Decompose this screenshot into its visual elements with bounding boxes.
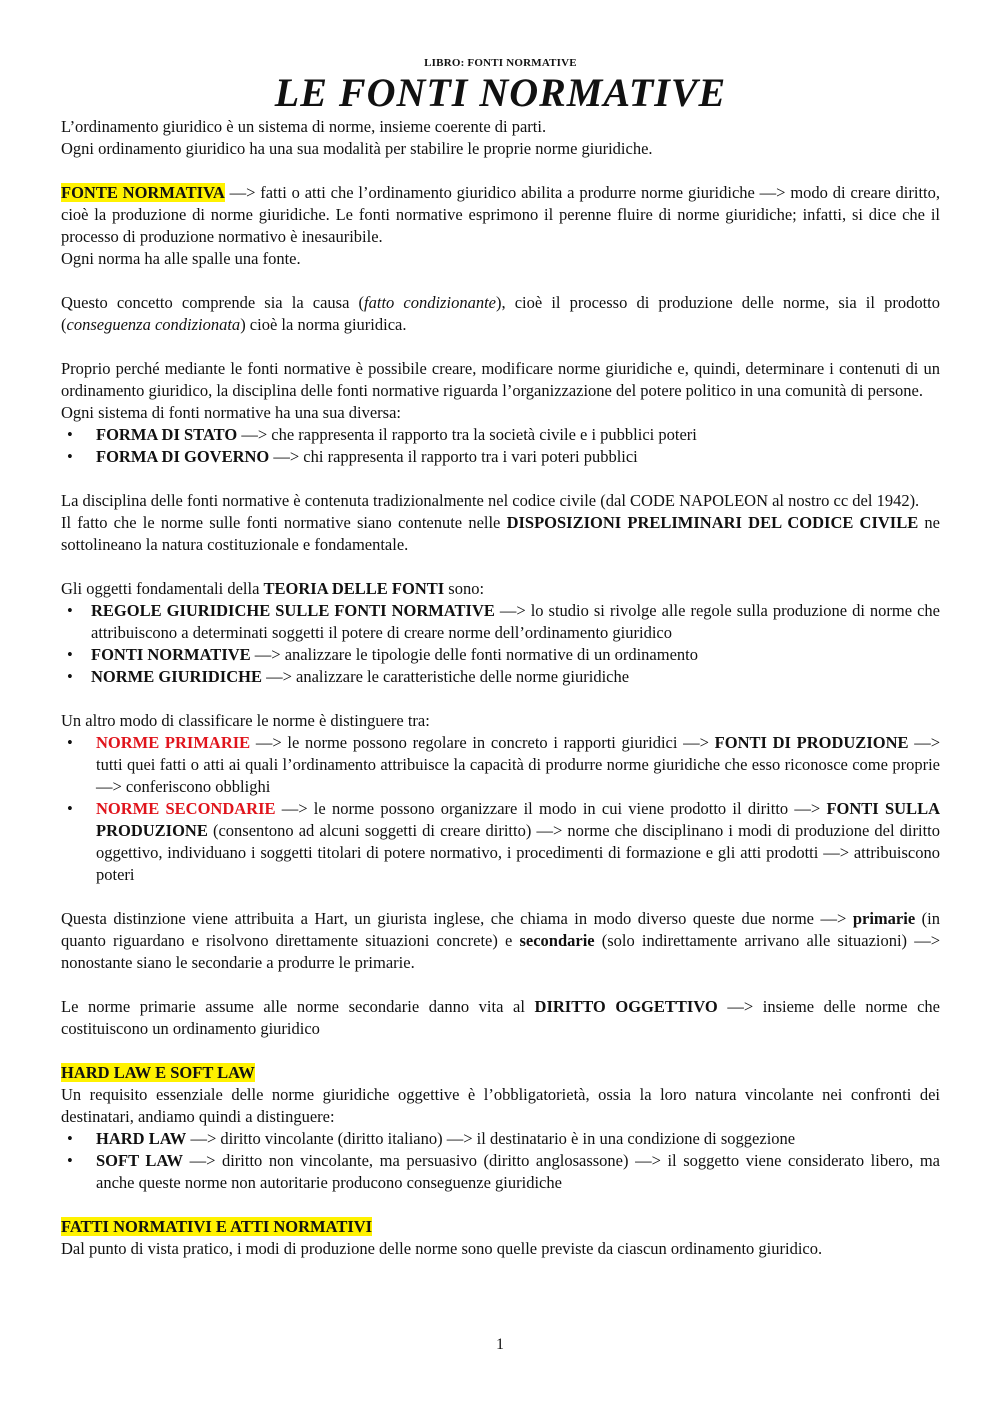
- hardsoft-heading: HARD LAW E SOFT LAW: [61, 1063, 255, 1082]
- disposizioni-bold: DISPOSIZIONI PRELIMINARI DEL CODICE CIVILE: [506, 513, 919, 532]
- oggettivo-bold: DIRITTO OGGETTIVO: [534, 997, 718, 1016]
- page-number: 1: [496, 1336, 504, 1353]
- hardsoft-paragraph: Un requisito essenziale delle norme giuridiche oggettive è l’obbligatorietà, ossia la loro natura vincolante nei confronti dei destinatari, andiamo quindi a distinguere:: [61, 1085, 940, 1126]
- fonte-paragraph: [61, 182, 940, 248]
- fatti-heading-line: [61, 1216, 940, 1238]
- hart-b: (in quanto riguardano e risolvono direttamente situazioni concrete) e: [61, 909, 940, 950]
- hart-secondarie: secondarie: [519, 931, 595, 950]
- list-item-text: —> diritto vincolante (diritto italiano) —> il destinatario è in una condizione di soggezione: [186, 1129, 796, 1148]
- bullet-icon: •: [67, 1151, 73, 1170]
- list-item-text: —> analizzare le caratteristiche delle norme giuridiche: [261, 667, 630, 686]
- concetto-c: ) cioè la norma giuridica.: [240, 315, 407, 334]
- list-item-text: —> diritto non vincolante, ma persuasivo (diritto anglosassone) —> il soggetto viene considerato libero, ma anche queste norme non autoritarie producono conseguenze giuridiche: [96, 1151, 941, 1192]
- norme-list: [61, 732, 940, 886]
- list-item: [61, 1150, 940, 1194]
- list-item: [61, 644, 940, 666]
- concetto-paragraph: [61, 292, 940, 336]
- proprio-paragraph: Proprio perché mediante le fonti normative è possibile creare, modificare norme giuridiche e, quindi, determinare i contenuti di un ordinamento giuridico, la disciplina delle fonti normative riguarda l’organizzazione del potere politico in una comunità di persone.: [61, 359, 940, 400]
- concetto-a: Questo concetto comprende sia la causa (: [61, 293, 365, 312]
- oggetti-intro: [61, 578, 940, 600]
- hardsoft-heading-line: [61, 1062, 940, 1084]
- book-kicker: LIBRO: FONTI NORMATIVE: [424, 57, 577, 69]
- concetto-b: ), cioè il processo di produzione delle norme, sia il prodotto (: [61, 293, 940, 334]
- norme-primarie-term: NORME PRIMARIE: [96, 733, 251, 752]
- fatti-paragraph: Dal punto di vista pratico, i modi di produzione delle norme sono quelle previste da ciascun ordinamento giuridico.: [61, 1239, 823, 1258]
- bullet-icon: •: [67, 1129, 73, 1148]
- norme-secondarie-term: NORME SECONDARIE: [96, 799, 276, 818]
- list-item: [61, 666, 940, 688]
- list-item-text: —> tutti quei fatti o atti ai quali l’ordinamento attribuisce la capacità di produrre norme giuridiche che esso riconosce come proprie —> conferiscono obblighi: [96, 733, 940, 796]
- fonte-line-2: Ogni norma ha alle spalle una fonte.: [61, 249, 301, 268]
- list-item-text: (consentono ad alcuni soggetti di creare diritto) —> norme che disciplinano i modi di produzione del diritto oggettivo, individuano i soggetti titolari di potere normativo, i procedimenti di formazione e gli atti prodotti —> attribuiscono poteri: [96, 821, 940, 884]
- oggettivo-a: Le norme primarie assume alle norme secondarie danno vita al: [61, 997, 535, 1016]
- list-item-text: —> le norme possono organizzare il modo in cui viene prodotto il diritto —>: [275, 799, 827, 818]
- list-item-text: —> lo studio si rivolge alle regole sulla produzione di norme che attribuiscono a determinati soggetti il potere di creare norme dell’ordinamento giuridico: [91, 601, 940, 642]
- document-page: [61, 56, 940, 1260]
- list-item: [61, 424, 940, 446]
- disposizioni-b: ne sottolineano la natura costituzionale e fondamentale.: [61, 513, 941, 554]
- intro-line-1: L’ordinamento giuridico è un sistema di norme, insieme coerente di parti.: [61, 117, 547, 136]
- oggetti-a: Gli oggetti fondamentali della: [61, 579, 264, 598]
- disciplina-paragraph: La disciplina delle fonti normative è contenuta tradizionalmente nel codice civile (dal CODE NAPOLEON al nostro cc del 1942).: [61, 491, 920, 510]
- list-item: [61, 732, 940, 798]
- list-item-text: —> analizzare le tipologie delle fonti normative di un ordinamento: [250, 645, 699, 664]
- fonti-sulla-produzione-term: FONTI SULLA PRODUZIONE: [96, 799, 940, 840]
- oggetti-b: sono:: [444, 579, 485, 598]
- list-item-term: FORMA DI GOVERNO: [96, 447, 270, 466]
- hart-paragraph: [61, 908, 940, 974]
- list-item-term: FONTI NORMATIVE: [91, 645, 251, 664]
- fatti-heading: FATTI NORMATIVI E ATTI NORMATIVI: [61, 1217, 373, 1236]
- concetto-conseguenza: conseguenza condizionata: [66, 315, 241, 334]
- intro-line-2: Ogni ordinamento giuridico ha una sua modalità per stabilire le proprie norme giuridiche.: [61, 139, 653, 158]
- concetto-fatto: fatto condizionante: [364, 293, 496, 312]
- list-item-text: —> le norme possono regolare in concreto i rapporti giuridici —>: [250, 733, 715, 752]
- oggetti-bold: TEORIA DELLE FONTI: [263, 579, 445, 598]
- hart-primarie: primarie: [852, 909, 916, 928]
- list-item-term: HARD LAW: [96, 1129, 187, 1148]
- page-title: LE FONTI NORMATIVE: [274, 70, 727, 115]
- bullet-icon: •: [67, 645, 73, 664]
- proprio-line-2: Ogni sistema di fonti normative ha una sua diversa:: [61, 403, 402, 422]
- hart-c: (solo indirettamente arrivano alle situazioni) —> nonostante siano le secondarie a produrre le primarie.: [61, 931, 940, 972]
- hardsoft-list: [61, 1128, 940, 1194]
- fonti-di-produzione-term: FONTI DI PRODUZIONE: [714, 733, 909, 752]
- list-item: [61, 446, 940, 468]
- bullet-icon: •: [67, 799, 73, 818]
- bullet-icon: •: [67, 601, 73, 620]
- disposizioni-paragraph: [61, 512, 940, 556]
- forma-list: [61, 424, 940, 468]
- hart-a: Questa distinzione viene attribuita a Hart, un giurista inglese, che chiama in modo diverso queste due norme —>: [61, 909, 853, 928]
- list-item-text: —> chi rappresenta il rapporto tra i vari poteri pubblici: [269, 447, 638, 466]
- bullet-icon: •: [67, 667, 73, 686]
- bullet-icon: •: [67, 425, 73, 444]
- list-item: [61, 1128, 940, 1150]
- list-item: [61, 600, 940, 644]
- list-item-text: —> che rappresenta il rapporto tra la società civile e i pubblici poteri: [237, 425, 697, 444]
- list-item: [61, 798, 940, 886]
- list-item-term: REGOLE GIURIDICHE SULLE FONTI NORMATIVE: [91, 601, 495, 620]
- fonte-term: FONTE NORMATIVA: [61, 183, 225, 202]
- disposizioni-a: Il fatto che le norme sulle fonti normative siano contenute nelle: [61, 513, 507, 532]
- classificare-intro: Un altro modo di classificare le norme è distinguere tra:: [61, 711, 430, 730]
- oggettivo-paragraph: [61, 996, 940, 1040]
- bullet-icon: •: [67, 733, 73, 752]
- oggetti-list: [61, 600, 940, 688]
- bullet-icon: •: [67, 447, 73, 466]
- fonte-text: —> fatti o atti che l’ordinamento giuridico abilita a produrre norme giuridiche —> modo di creare diritto, cioè la produzione di norme giuridiche. Le fonti normative esprimono il perenne fluire di norme giuridiche; infatti, si dice che il processo di produzione normativo è inesauribile.: [61, 183, 940, 246]
- list-item-term: NORME GIURIDICHE: [91, 667, 262, 686]
- list-item-term: FORMA DI STATO: [96, 425, 238, 444]
- list-item-term: SOFT LAW: [96, 1151, 183, 1170]
- oggettivo-b: —> insieme delle norme che costituiscono un ordinamento giuridico: [61, 997, 940, 1038]
